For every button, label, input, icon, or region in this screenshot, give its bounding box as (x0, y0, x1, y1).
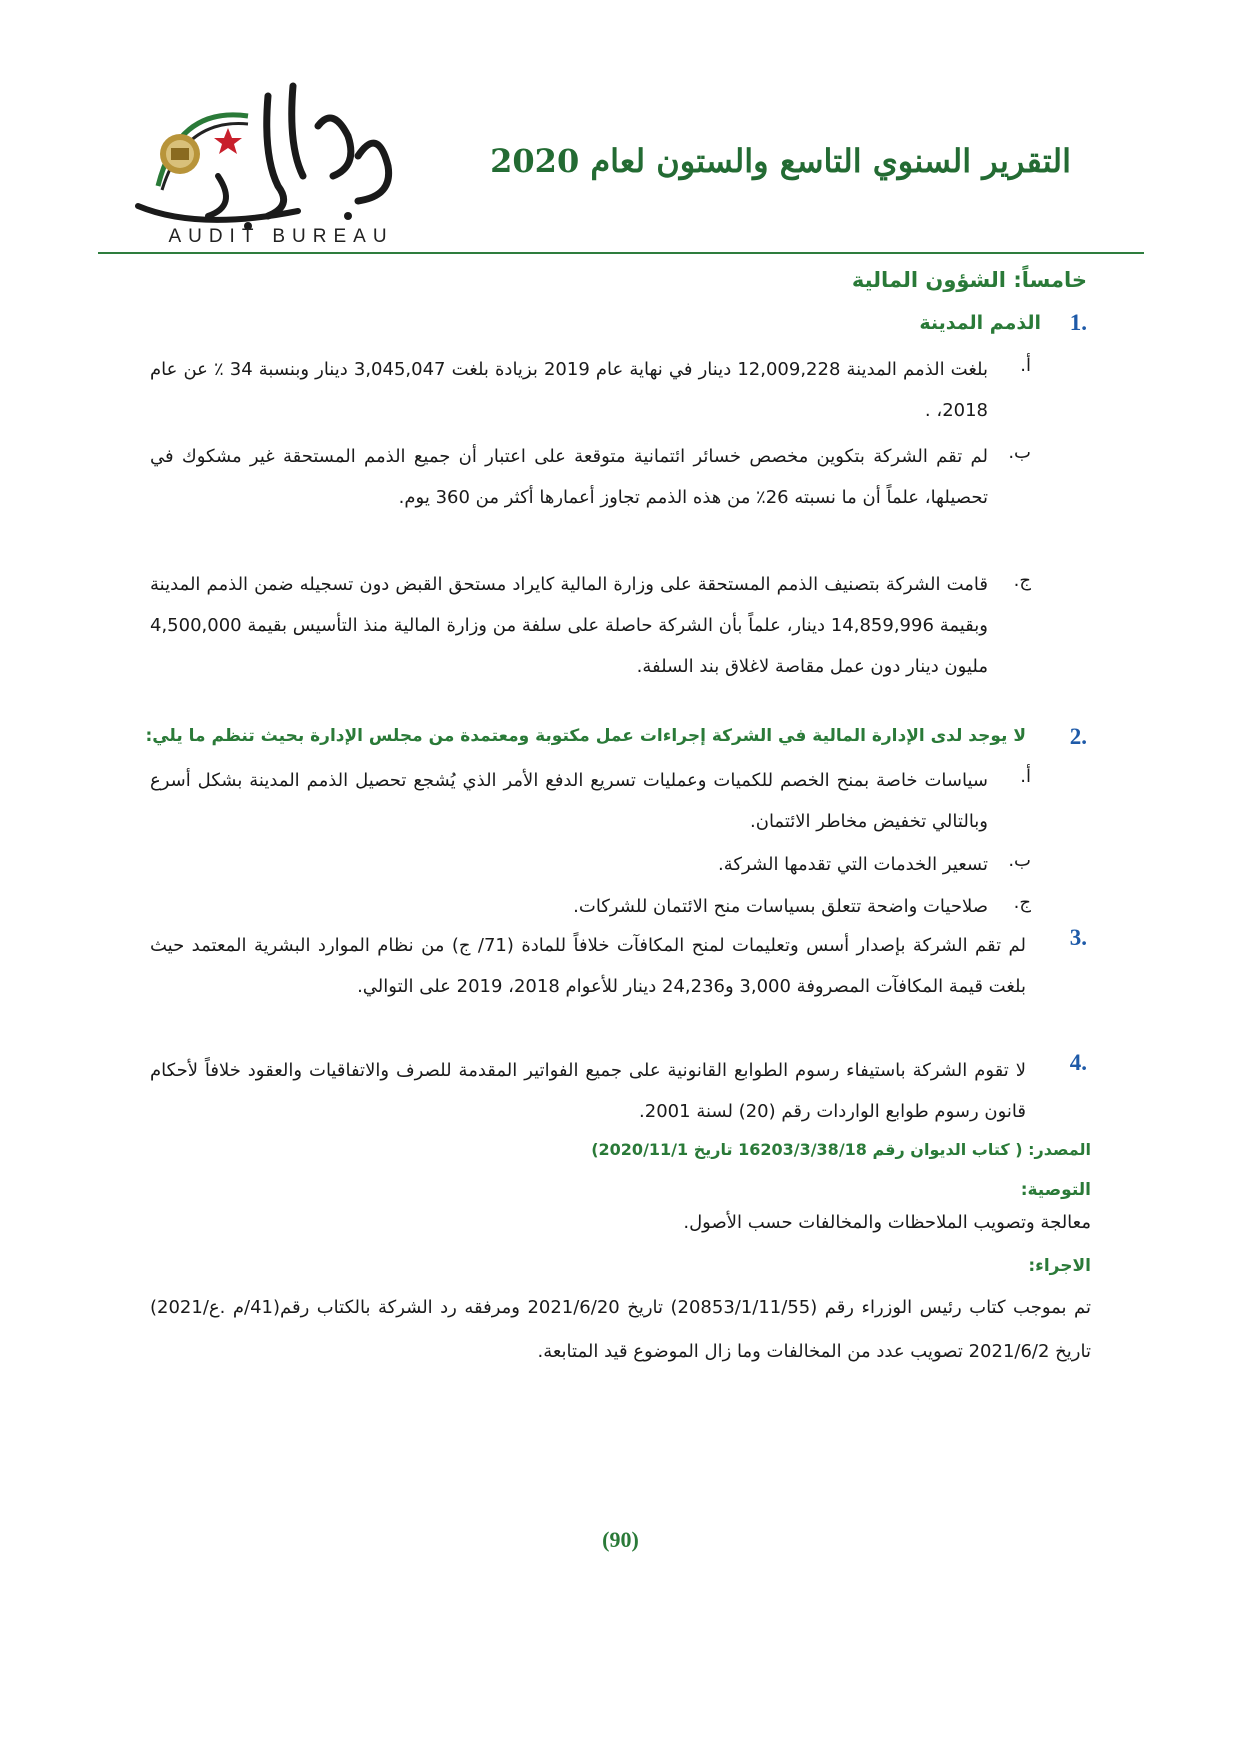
item-3-number: 3. (1069, 925, 1087, 950)
item-2-title: لا يوجد لدى الإدارة المالية في الشركة إجراءات عمل مكتوبة ومعتمدة من مجلس الإدارة بحيث تنظم ما يلي: (145, 726, 1026, 746)
item-2c-marker: ج. (1013, 892, 1031, 913)
item-1c-marker: ج. (1013, 570, 1031, 591)
report-title: التقرير السنوي التاسع والستون لعام 2020 (490, 142, 1071, 180)
audit-bureau-logo (118, 66, 418, 252)
item-2a-marker: أ. (1020, 766, 1031, 787)
action-text: تم بموجب كتاب رئيس الوزراء رقم (20853/1/11/55) تاريخ 2021/6/20 ومرفقه رد الشركة بالكتاب رقم(41/م .ع/2021) تاريخ 2021/6/2 تصويب عدد من المخالفات وما زال الموضوع قيد المتابعة. (150, 1297, 1092, 1362)
source-citation: المصدر: ( كتاب الديوان رقم 16203/3/38/18 تاريخ 2020/11/1) (591, 1140, 1091, 1159)
page-number: (90) (602, 1527, 639, 1552)
item-2c-text: صلاحيات واضحة تتعلق بسياسات منح الائتمان للشركات. (573, 896, 988, 917)
item-1c-text: قامت الشركة بتصنيف الذمم المستحقة على وزارة المالية كايراد مستحق القبض دون تسجيله ضمن الذمم المدينة وبقيمة 14,859,996 دينار، علماً بأن الشركة حاصلة على سلفة من وزارة المالية منذ التأسيس بقيمة 4,500,000 مليون دينار دون عمل مقاصة لاغلاق بند السلفة. (150, 574, 988, 677)
recommendation-label: التوصية: (1020, 1180, 1091, 1200)
header-divider (98, 252, 1144, 254)
logo-emblem-icon (118, 66, 418, 236)
item-1a-text: بلغت الذمم المدينة 12,009,228 دينار في نهاية عام 2019 بزيادة بلغت 3,045,047 دينار وبنسبة 34 ٪ عن عام 2018، . (150, 359, 989, 421)
recommendation-text: معالجة وتصويب الملاحظات والمخالفات حسب الأصول. (683, 1212, 1091, 1233)
action-label: الاجراء: (1028, 1256, 1091, 1276)
logo-latin-text: AUDIT BUREAU (168, 226, 394, 247)
item-4-text: لا تقوم الشركة باستيفاء رسوم الطوابع القانونية على جميع الفواتير المقدمة للصرف والاتفاقيات والعقود خلافاً لأحكام قانون رسوم طوابع الواردات رقم (20) لسنة 2001. (150, 1060, 1026, 1122)
section-heading: خامساً: الشؤون المالية (851, 268, 1087, 292)
item-2b-text: تسعير الخدمات التي تقدمها الشركة. (718, 854, 988, 875)
item-1b-text: لم تقم الشركة بتكوين مخصص خسائر ائتمانية متوقعة على اعتبار أن جميع الذمم المستحقة غير مشكوك في تحصيلها، علماً أن ما نسبته 26٪ من هذه الذمم تجاوز أعمارها أكثر من 360 يوم. (150, 446, 988, 508)
item-1a-marker: أ. (1020, 355, 1031, 376)
item-2b-marker: ب. (1008, 850, 1031, 871)
item-1-number: 1. (1069, 310, 1087, 335)
item-1-title: الذمم المدينة (919, 312, 1041, 334)
item-4-number: 4. (1069, 1050, 1087, 1075)
item-2-number: 2. (1069, 724, 1087, 749)
item-3-text: لم تقم الشركة بإصدار أسس وتعليمات لمنح المكافآت خلافاً للمادة (71/ ج) من نظام الموارد البشرية المعتمد حيث بلغت قيمة المكافآت المصروفة 3,000 و24,236 دينار للأعوام 2018، 2019 على التوالي. (150, 935, 1026, 997)
item-2a-text: سياسات خاصة بمنح الخصم للكميات وعمليات تسريع الدفع الأمر الذي يُشجع تحصيل الذمم المدينة بشكل أسرع وبالتالي تخفيض مخاطر الائتمان. (150, 770, 988, 832)
item-1b-marker: ب. (1008, 442, 1031, 463)
